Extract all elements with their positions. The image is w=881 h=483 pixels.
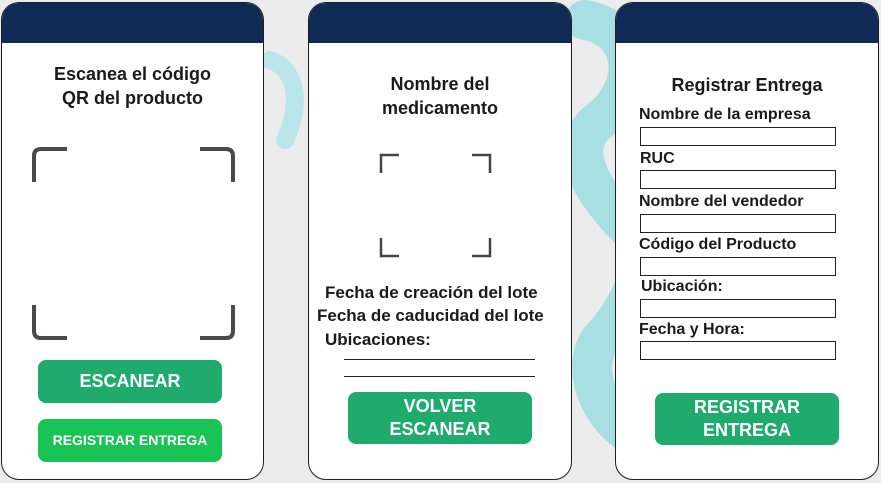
register-delivery-button[interactable]: REGISTRAR ENTREGA <box>38 419 222 462</box>
register-screen-header <box>616 3 878 43</box>
product-code-input[interactable] <box>640 257 836 276</box>
scan-corner-bottom-right-icon <box>198 303 236 341</box>
ruc-input[interactable] <box>640 170 836 189</box>
location-label: Ubicación: <box>641 278 723 295</box>
seller-name-input[interactable] <box>640 214 836 233</box>
batch-creation-date-label: Fecha de creación del lote <box>325 283 538 302</box>
locations-line-2 <box>344 376 535 377</box>
locations-line-1 <box>344 359 535 360</box>
rescan-button[interactable] <box>348 392 532 444</box>
frame-corner-bottom-left-icon <box>379 236 401 258</box>
company-name-label: Nombre de la empresa <box>639 106 811 123</box>
scan-button[interactable]: ESCANEAR <box>38 360 222 403</box>
medicine-name-line2: medicamento <box>381 98 499 118</box>
scan-screen <box>1 2 264 480</box>
medicine-name-line1: Nombre del <box>390 74 490 94</box>
frame-corner-top-right-icon <box>470 153 492 175</box>
rescan-button-line2: ESCANEAR <box>389 419 491 439</box>
submit-button-line1: REGISTRAR <box>693 397 800 417</box>
details-screen-header <box>309 3 571 43</box>
scan-corner-top-right-icon <box>198 146 236 184</box>
batch-expiry-date-label: Fecha de caducidad del lote <box>317 306 544 325</box>
scan-corner-bottom-left-icon <box>31 303 69 341</box>
register-delivery-screen <box>615 2 879 480</box>
date-time-label: Fecha y Hora: <box>639 321 745 338</box>
submit-register-delivery-button[interactable] <box>655 393 839 445</box>
scan-corner-top-left-icon <box>31 146 69 184</box>
frame-corner-top-left-icon <box>379 153 401 175</box>
register-title: Registrar Entrega <box>671 75 823 95</box>
scan-title-line2: QR del producto <box>62 88 203 108</box>
locations-label: Ubicaciones: <box>325 330 431 349</box>
rescan-button-line1: VOLVER <box>403 396 477 416</box>
date-time-input[interactable] <box>640 341 836 360</box>
submit-button-line2: ENTREGA <box>702 420 791 440</box>
location-input[interactable] <box>640 299 836 318</box>
seller-name-label: Nombre del vendedor <box>639 193 804 210</box>
frame-corner-bottom-right-icon <box>470 236 492 258</box>
product-code-label: Código del Producto <box>639 236 797 253</box>
ruc-label: RUC <box>640 150 675 167</box>
scan-title-line1: Escanea el código <box>53 64 212 84</box>
medicine-details-screen <box>308 2 572 480</box>
company-name-input[interactable] <box>640 127 836 146</box>
scan-screen-header <box>2 3 263 43</box>
